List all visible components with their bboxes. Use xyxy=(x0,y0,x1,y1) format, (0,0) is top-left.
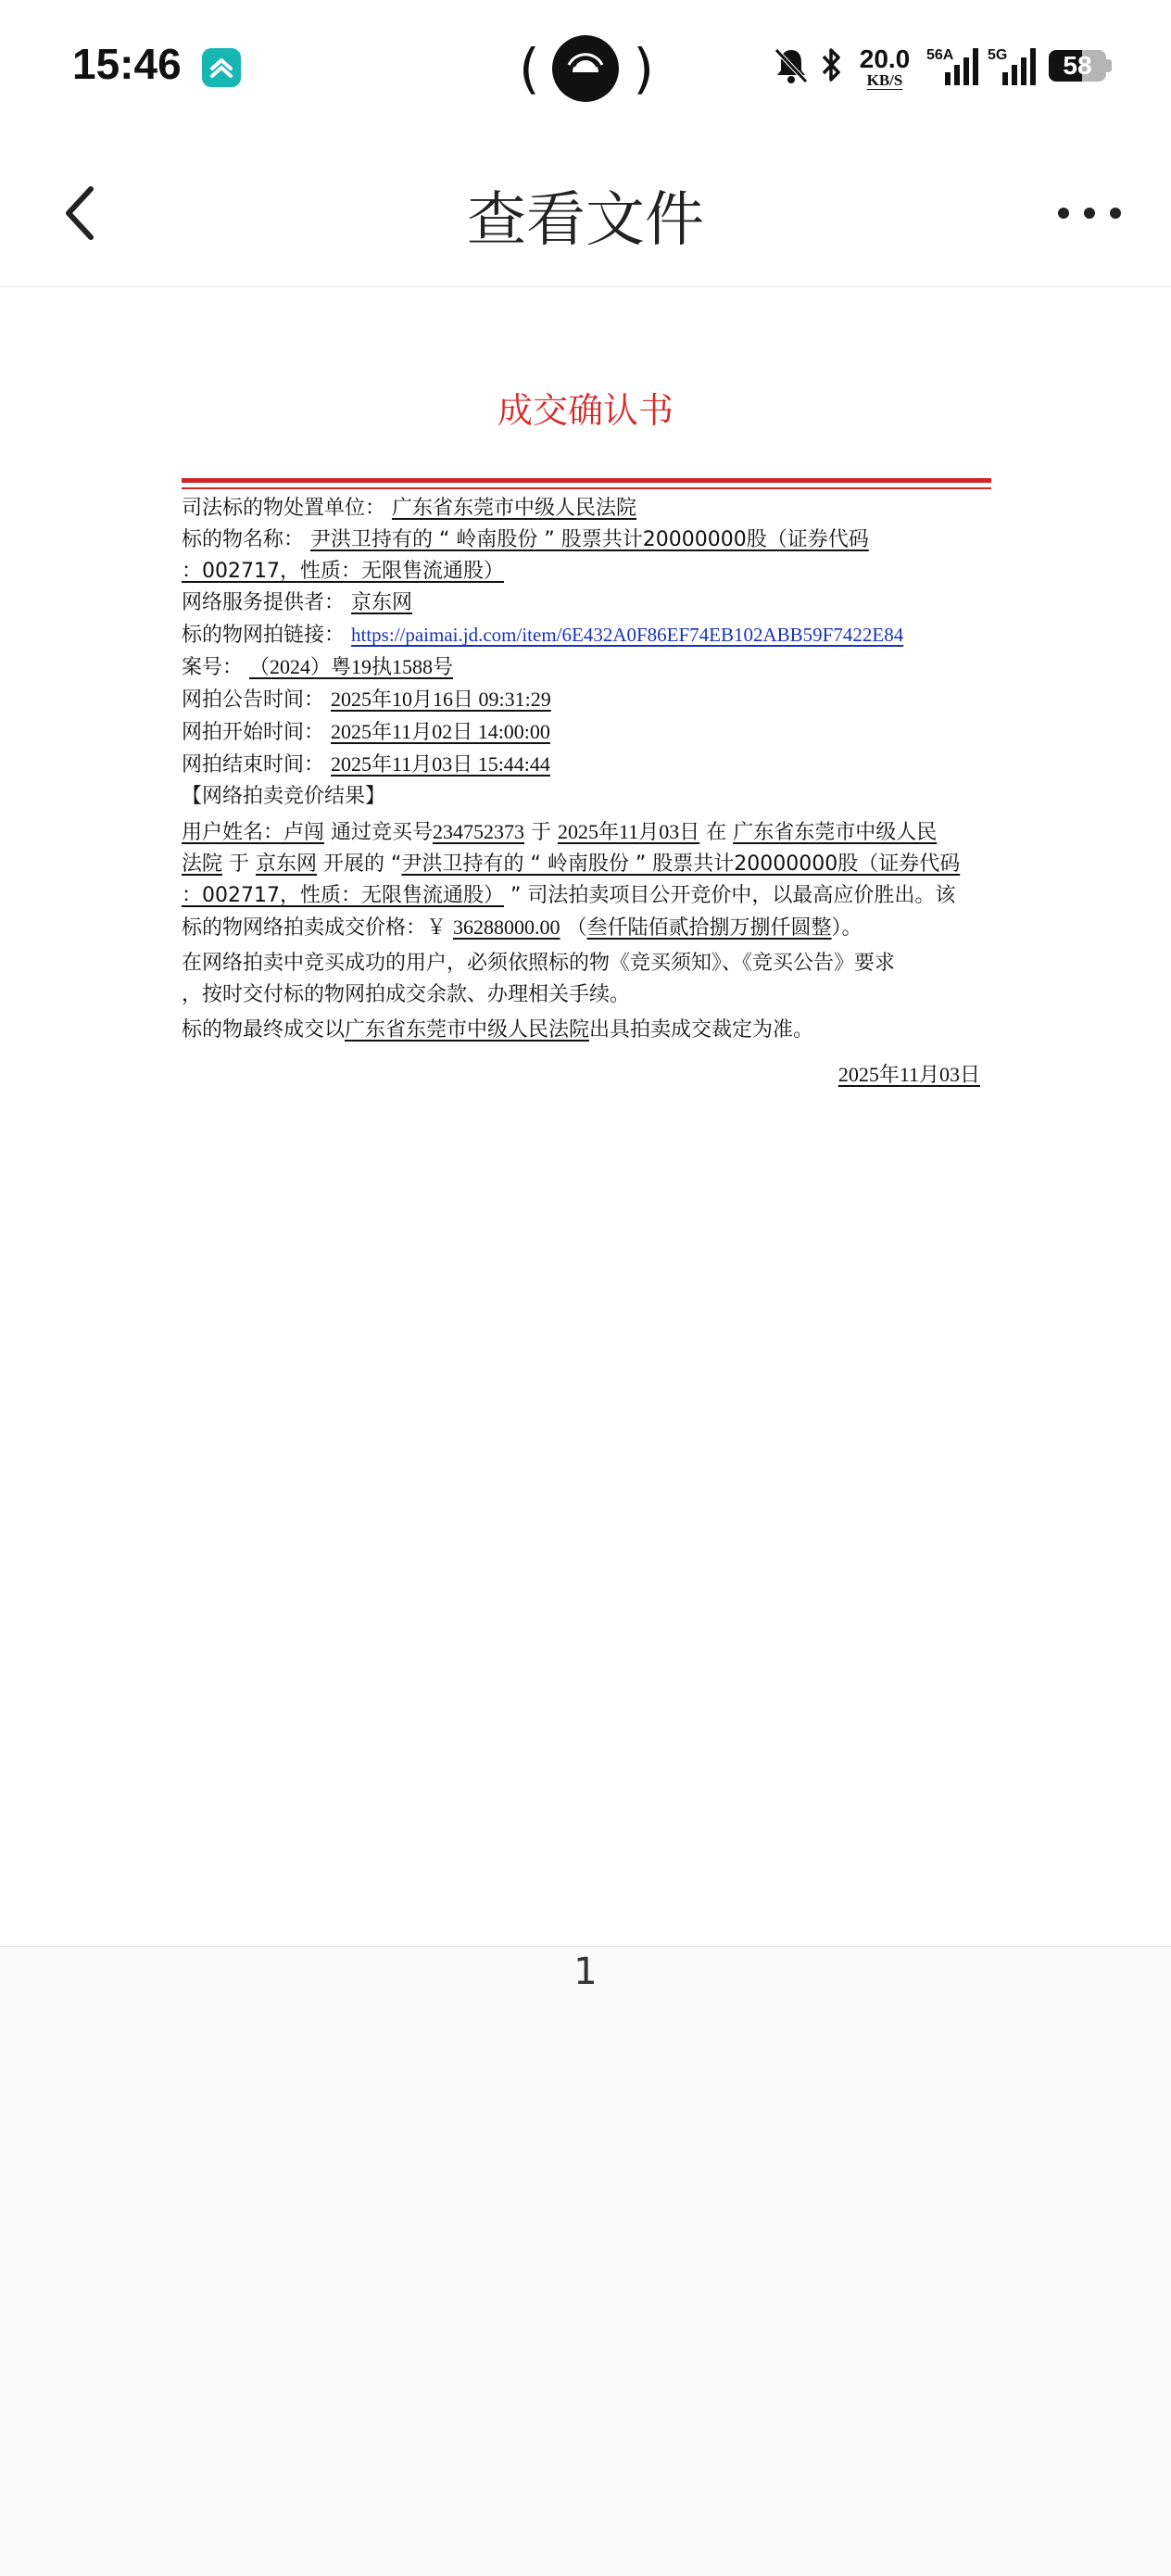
title-divider xyxy=(182,478,991,483)
field-row xyxy=(182,684,991,716)
field-row xyxy=(182,749,991,781)
field-value: 2025年11月03日 15:44:44 xyxy=(331,752,550,776)
bluetooth-icon xyxy=(819,44,845,89)
auction-link[interactable]: https://paimai.jd.com/item/6E432A0F86EF74EB102ABB59F7422E84 xyxy=(351,624,904,646)
app-shield-icon xyxy=(202,48,241,87)
page-number: 1 xyxy=(573,1951,598,1993)
result-paragraph: 用户姓名：卢闯 通过竞买号234752373 于 2025年11月03日 在 广东省东莞市中级人民 法院 于 京东网 开展的 “尹洪卫持有的 “ 岭南股份 ” 股票共计20000000股（证券代码 ：002717，性质：无限售流通股） ” 司法拍卖项目公开竞价中，以最高应价胜出。该 标的物网络拍卖成交价格：￥ 36288000.00 （叁仟陆佰贰拾捌万捌仟圆整）。 xyxy=(182,820,961,940)
court-name: 广东省东莞市中级人民 xyxy=(733,821,938,844)
field-row xyxy=(182,619,991,651)
field-label: 标的物网拍链接： xyxy=(182,624,346,647)
field-row xyxy=(182,556,991,587)
signal-icon xyxy=(925,44,986,93)
field-value: 广东省东莞市中级人民法院 xyxy=(392,497,637,520)
deal-price-words: 叁仟陆佰贰拾捌万捌仟圆整 xyxy=(586,916,832,940)
platform-name: 京东网 xyxy=(256,852,318,876)
signature-date: 2025年11月03日 xyxy=(837,1063,980,1086)
field-row xyxy=(182,493,991,524)
court-name: 广东省东莞市中级人民法院 xyxy=(345,1018,590,1042)
field-label: 网络服务提供者： xyxy=(182,591,346,614)
field-value: 京东网 xyxy=(351,591,413,614)
net-speed: 20.0 KB/S xyxy=(859,44,911,89)
status-time: 15:46 xyxy=(72,40,182,88)
top-nav-bar xyxy=(0,139,1171,287)
page-title: 查看文件 xyxy=(467,186,704,255)
result-heading: 【网络拍卖竞价结果】 xyxy=(182,785,386,808)
deal-date: 2025年11月03日 xyxy=(558,820,700,843)
buyer-name: 用户姓名：卢闯 xyxy=(182,821,325,844)
field-value: （2024）粤19执1588号 xyxy=(249,655,454,678)
status-bar xyxy=(0,0,1171,139)
bid-number: 234752373 xyxy=(433,820,525,843)
signal-icon xyxy=(988,44,1039,93)
field-row xyxy=(182,716,991,749)
more-icon xyxy=(1052,187,1127,239)
more-button[interactable] xyxy=(1052,187,1127,239)
document-title: 成交确认书 xyxy=(497,390,674,431)
field-row xyxy=(182,587,991,619)
field-value: 2025年10月16日 09:31:29 xyxy=(331,688,551,711)
item-name: ：002717，性质：无限售流通股） xyxy=(182,884,504,907)
field-value: ：002717，性质：无限售流通股） xyxy=(182,560,504,583)
field-value: 尹洪卫持有的 “ 岭南股份 ” 股票共计20000000股（证券代码 xyxy=(310,528,869,551)
item-name: 尹洪卫持有的 “ 岭南股份 ” 股票共计20000000股（证券代码 xyxy=(401,852,961,876)
svg-text:5G: 5G xyxy=(988,47,1008,63)
battery-icon: 58 xyxy=(1049,50,1106,82)
field-label: 司法标的物处置单位： xyxy=(182,497,386,520)
deal-price: 36288000.00 xyxy=(453,915,560,939)
field-label: 标的物名称： xyxy=(182,528,305,551)
field-label: 案号： xyxy=(182,656,244,679)
mute-bell-icon xyxy=(773,44,810,89)
svg-text:56A: 56A xyxy=(926,47,954,63)
field-value: 2025年11月02日 14:00:00 xyxy=(331,720,550,743)
field-label: 网拍开始时间： xyxy=(182,721,325,744)
title-divider xyxy=(182,487,991,489)
field-label: 网拍结束时间： xyxy=(182,753,325,777)
camera-island-icon: ( ) xyxy=(519,37,654,100)
document-page[interactable] xyxy=(0,287,1171,1946)
final-paragraph: 标的物最终成交以广东省东莞市中级人民法院出具拍卖成交裁定为准。 xyxy=(182,1018,814,1042)
document-body xyxy=(182,493,991,1092)
court-name: 法院 xyxy=(182,852,223,876)
field-row xyxy=(182,651,991,684)
notice-paragraph: 在网络拍卖中竞买成功的用户，必须依照标的物《竞买须知》、《竞买公告》要求 ，按时交付标的物网拍成交余款、办理相关手续。 xyxy=(182,952,896,1006)
field-row xyxy=(182,524,991,556)
field-label: 网拍公告时间： xyxy=(182,688,325,712)
